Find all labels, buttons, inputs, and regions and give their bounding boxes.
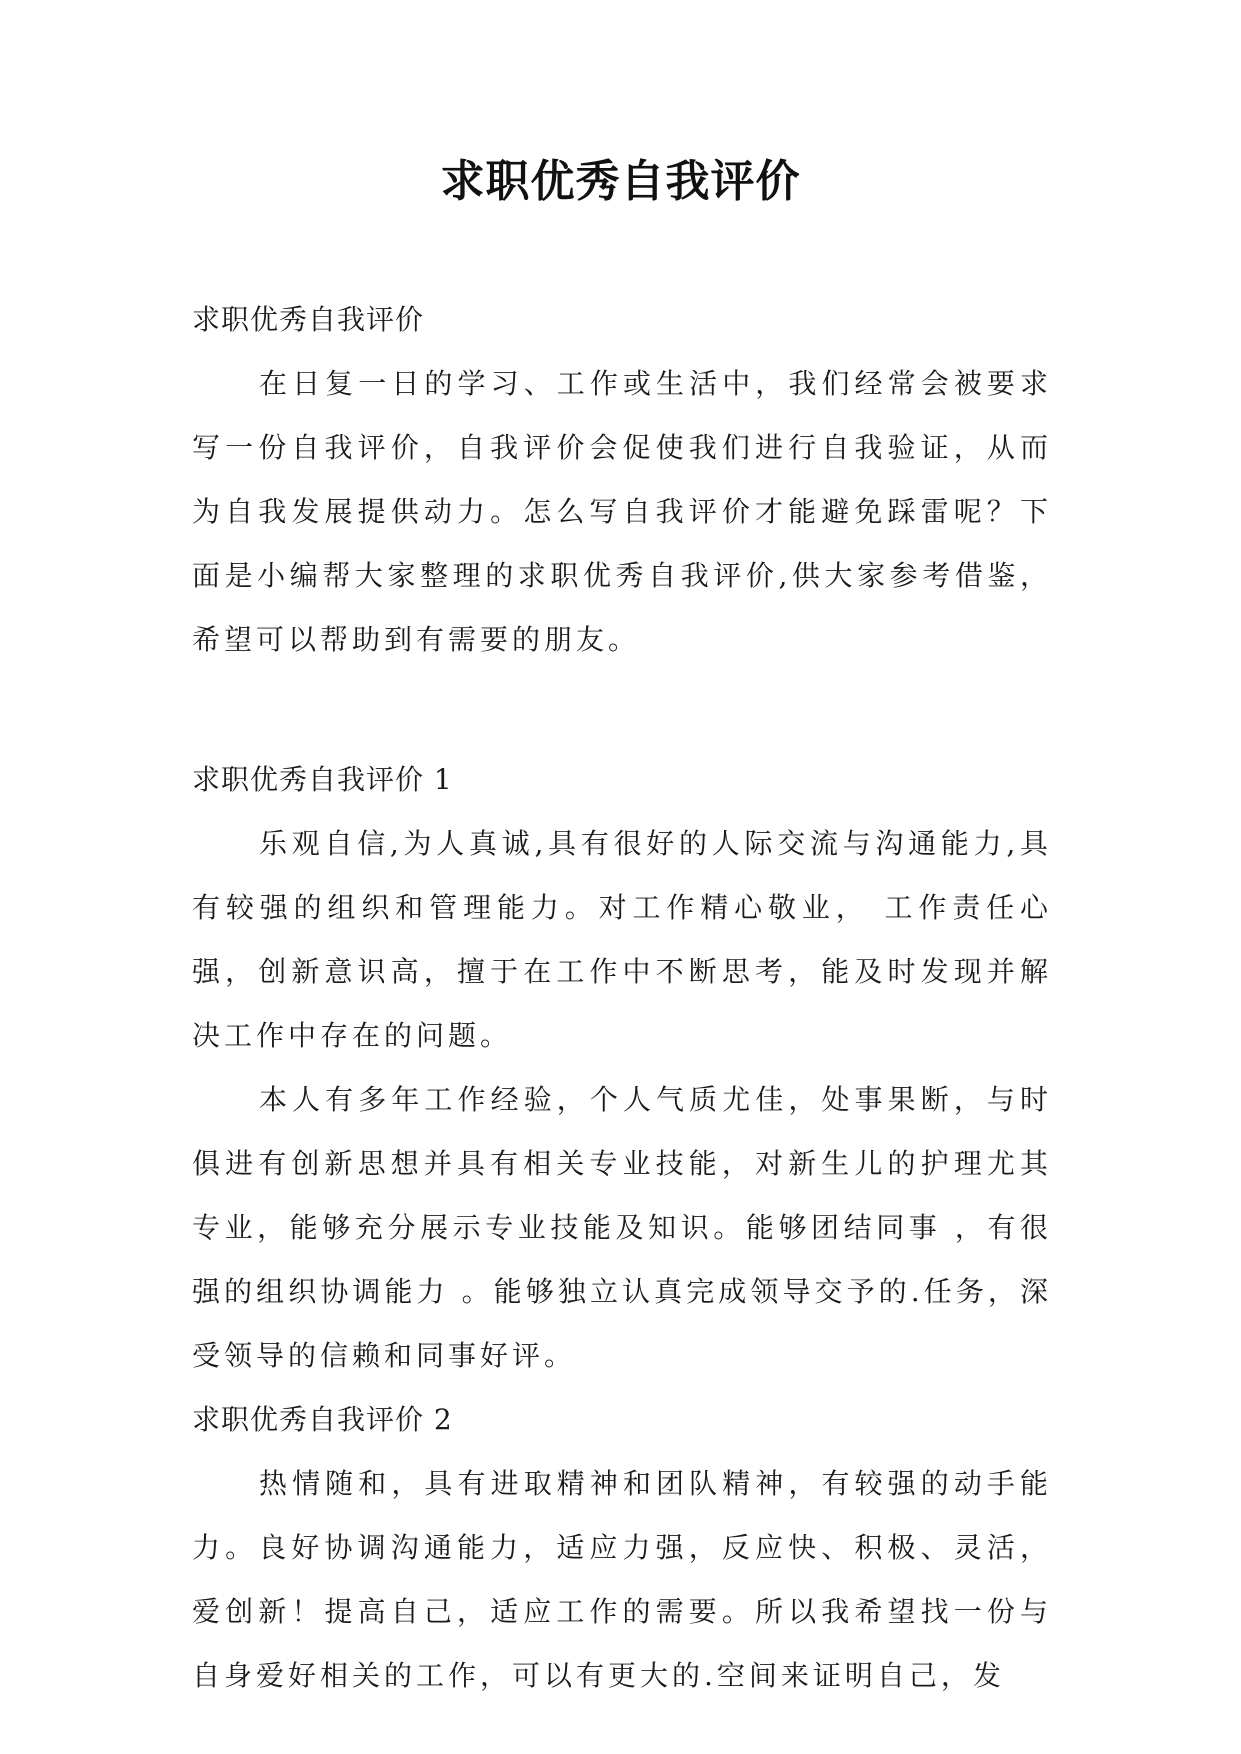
section1-heading: 求职优秀自我评价 1 <box>192 763 453 796</box>
section1-paragraph-2: 本人有多年工作经验，个人气质尤佳，处事果断，与时俱进有创新思想并具有相关专业技能，对新生儿的护理尤其专业，能够充分展示专业技能及知识。能够团结同事 ，有很强的组织协调能力 。能够独立认真完成领导交予的.任务，深受领导的信赖和同事好评。 <box>192 1083 1052 1372</box>
intro-paragraph: 在日复一日的学习、工作或生活中，我们经常会被要求写一份自我评价，自我评价会促使我们进行自我验证，从而为自我发展提供动力。怎么写自我评价才能避免踩雷呢？下面是小编帮大家整理的求职优秀自我评价,供大家参考借鉴，希望可以帮助到有需要的朋友。 <box>192 367 1052 656</box>
section-spacer <box>192 672 1052 748</box>
intro-heading: 求职优秀自我评价 <box>192 303 425 336</box>
section1-paragraph-1: 乐观自信,为人真诚,具有很好的人际交流与沟通能力,具有较强的组织和管理能力。对工作精心敬业， 工作责任心强，创新意识高，擅于在工作中不断思考，能及时发现并解决工作中存在的问题。 <box>192 827 1052 1052</box>
section2-paragraph-1: 热情随和，具有进取精神和团队精神，有较强的动手能力。良好协调沟通能力，适应力强，反应快、积极、灵活，爱创新！提高自己，适应工作的需要。所以我希望找一份与自身爱好相关的工作，可以有更大的.空间来证明自己，发 <box>192 1467 1052 1692</box>
document-title: 求职优秀自我评价 <box>440 156 801 207</box>
document-body <box>192 288 1052 1708</box>
section2-heading: 求职优秀自我评价 2 <box>192 1403 453 1436</box>
